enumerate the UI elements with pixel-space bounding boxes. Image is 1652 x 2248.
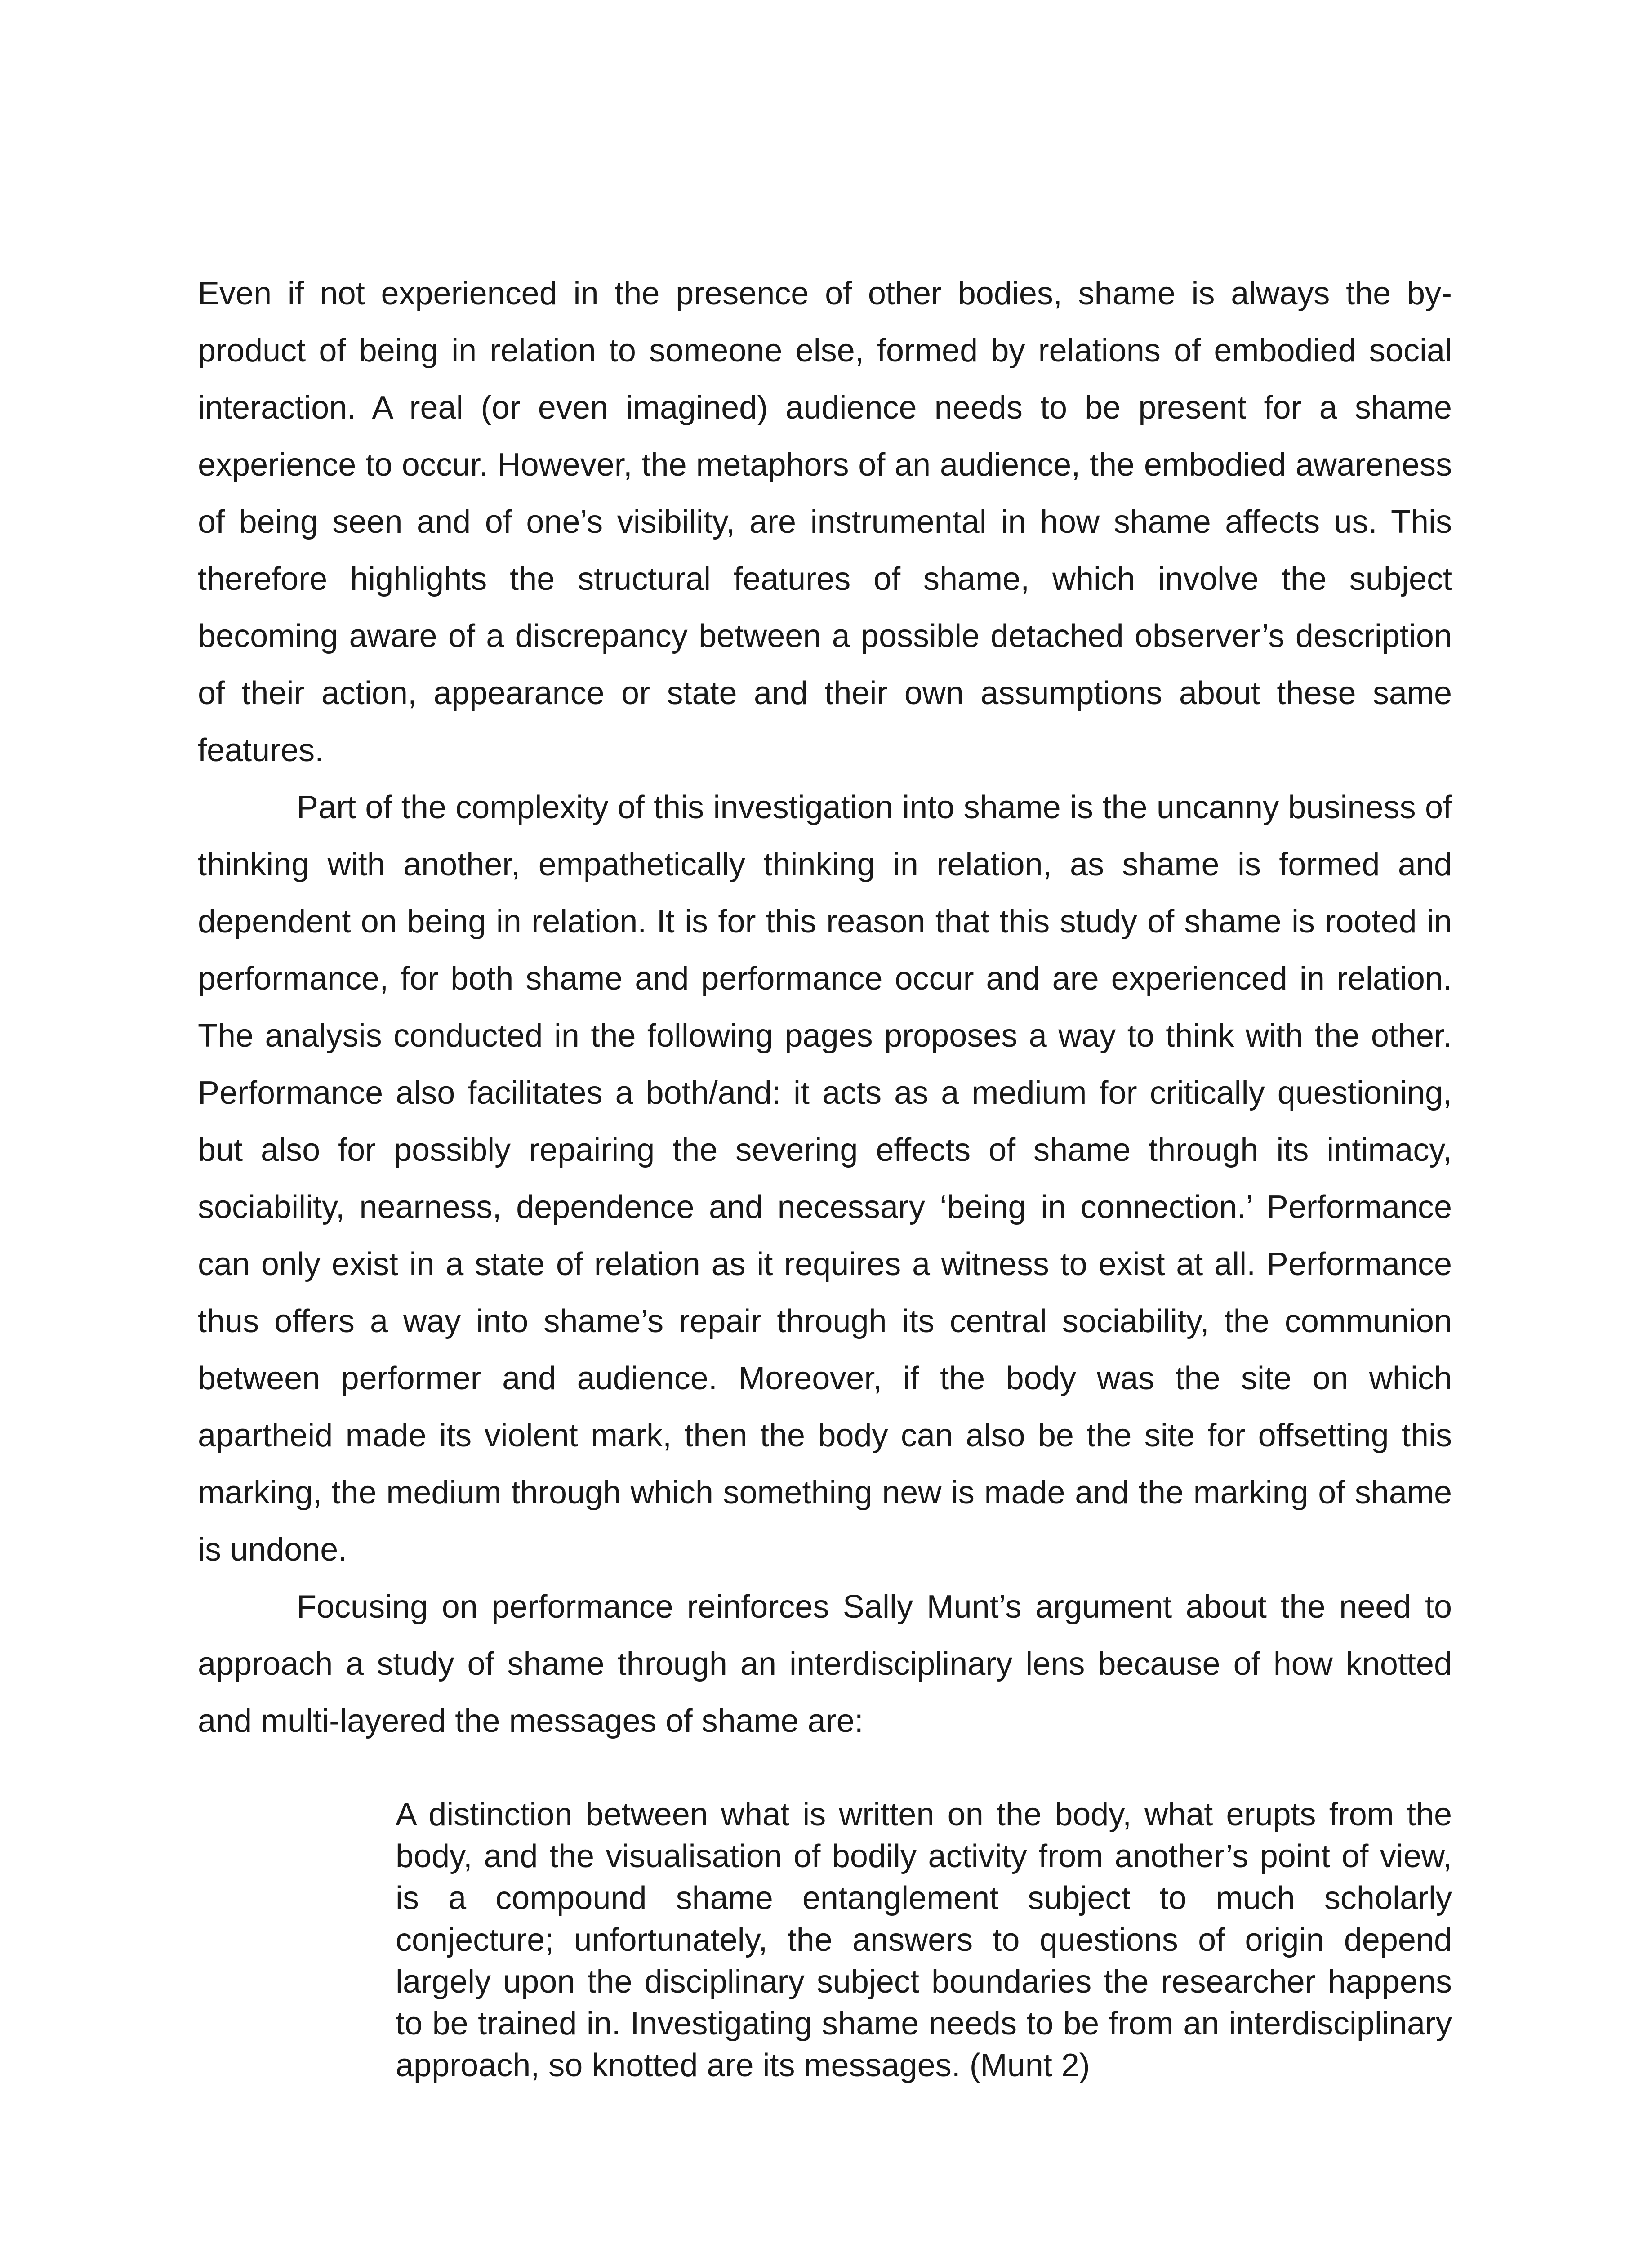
paragraph-3: Focusing on performance reinforces Sally Munt’s argument about the need to approach a study of shame through an interdisciplinary lens because of how knotted and multi-layered the messages of shame are: (198, 1589, 1452, 1739)
body-text (198, 265, 1452, 1750)
paragraph-2: Part of the complexity of this investigation into shame is the uncanny business of thinking with another, empathetically thinking in relation, as shame is formed and dependent on being in relation. It is for this reason that this study of shame is rooted in performance, for both shame and performance occur and are experienced in relation. The analysis conducted in the following pages proposes a way to think with the other. Performance also facilitates a both/and: it acts as a medium for critically questioning, but also for possibly repairing the severing effects of shame through its intimacy, sociability, nearness, dependence and necessary ‘being in connection.’ Performance can only exist in a state of relation as it requires a witness to exist at all. Performance thus offers a way into shame’s repair through its central sociability, the communion between performer and audience. Moreover, if the body was the site on which apartheid made its violent mark, then the body can also be the site for offsetting this marking, the medium through which something new is made and the marking of shame is undone. (198, 789, 1452, 1568)
block-quote: A distinction between what is written on the body, what erupts from the body, and the visualisation of bodily activity from another’s point of view, is a compound shame entanglement subject to much scholarly conjecture; unfortunately, the answers to questions of origin depend largely upon the disciplinary subject boundaries the researcher happens to be trained in. Investigating shame needs to be from an interdisciplinary approach, so knotted are its messages. (Munt 2) (396, 1797, 1452, 2083)
paragraph-1: Even if not experienced in the presence of other bodies, shame is always the by-product of being in relation to someone else, formed by relations of embodied social interaction. A real (or even imagined) audience needs to be present for a shame experience to occur. However, the metaphors of an audience, the embodied awareness of being seen and of one’s visibility, are instrumental in how shame affects us. This therefore highlights the structural features of shame, which involve the subject becoming aware of a discrepancy between a possible detached observer’s description of their action, appearance or state and their own assumptions about these same features. (198, 276, 1452, 768)
